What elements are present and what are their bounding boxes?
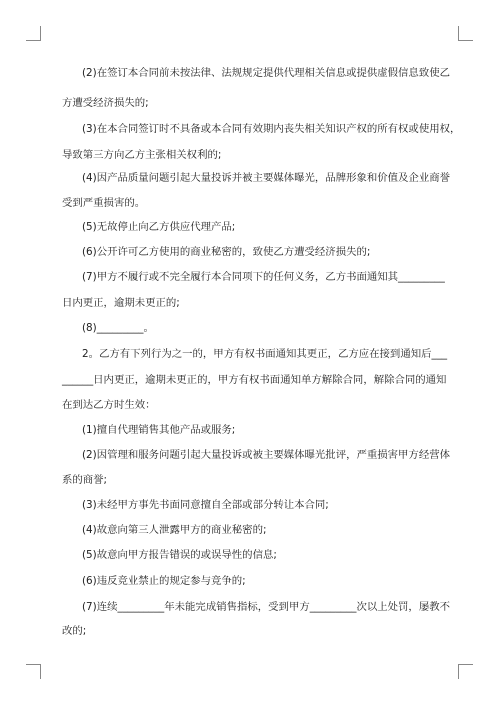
item-2-line-2: 系的商誉;	[62, 474, 108, 486]
item-3: (3)未经甲方事先书面同意擅自全部或部分转让本合同;	[82, 499, 329, 511]
clause-5: (5)无故停止向乙方供应代理产品;	[82, 221, 236, 233]
section-2-line-2: ______日内更正，逾期未更正的，甲方有权书面通知单方解除合同，解除合同的通知	[62, 374, 447, 386]
item-6: (6)违反竞业禁止的规定参与竞争的;	[82, 575, 246, 587]
crop-mark-bottom-left	[26, 664, 41, 679]
clause-7-line-1: (7)甲方不履行或不完全履行本合同项下的任何义务，乙方书面通知其_________	[82, 271, 445, 283]
clause-7-line-2: 日内更正，逾期未更正的;	[62, 297, 180, 309]
section-2-line-1: 2。乙方有下列行为之一的，甲方有权书面通知其更正，乙方应在接到通知后___	[82, 348, 448, 360]
clause-2-line-1: (2)在签订本合同前未按法律、法规规定提供代理相关信息或提供虚假信息致使乙	[82, 67, 450, 79]
clause-4-line-2: 受到严重损害的。	[62, 197, 146, 209]
item-7-line-1: (7)连续_________年未能完成销售指标，受到甲方_________次以上处罚，屡教不	[82, 601, 450, 613]
item-7-line-2: 改的;	[62, 625, 87, 637]
clause-3-line-1: (3)在本合同签订时不具备或本合同有效期内丧失相关知识产权的所有权或使用权，	[82, 123, 461, 135]
clause-8: (8)_________。	[82, 322, 154, 334]
crop-mark-top-right	[458, 26, 473, 41]
clause-3-line-2: 导致第三方向乙方主张相关权利的;	[62, 149, 222, 161]
item-5: (5)故意向甲方报告错误的或误导性的信息;	[82, 549, 277, 561]
item-4: (4)故意向第三人泄露甲方的商业秘密的;	[82, 524, 267, 536]
item-2-line-1: (2)因管理和服务问题引起大量投诉或被主要媒体曝光批评，严重损害甲方经营体	[82, 449, 450, 461]
crop-mark-top-left	[26, 26, 41, 41]
clause-6: (6)公开许可乙方使用的商业秘密的，致使乙方遭受经济损失的;	[82, 246, 371, 258]
crop-mark-bottom-right	[458, 664, 473, 679]
item-1: (1)擅自代理销售其他产品或服务;	[82, 424, 236, 436]
clause-4-line-1: (4)因产品质量问题引起大量投诉并被主要媒体曝光，品牌形象和价值及企业商誉	[82, 172, 450, 184]
section-2-line-3: 在到达乙方时生效：	[62, 399, 156, 411]
clause-2-line-2: 方遭受经济损失的;	[62, 97, 149, 109]
